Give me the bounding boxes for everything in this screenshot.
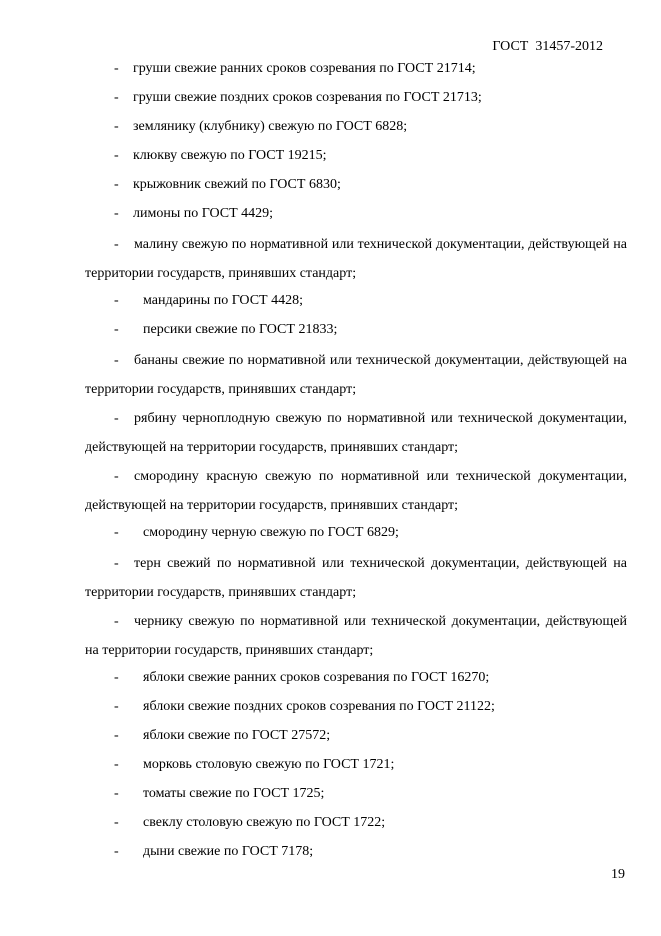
- list-item: [85, 607, 627, 665]
- list-item-text: терн свежий по нормативной или технической документации, действующей на территории государств, принявших стандарт;: [85, 556, 627, 600]
- list-item-text: рябину черноплодную свежую по нормативной или технической документации, действующей на территории государств, принявших стандарт;: [85, 411, 627, 455]
- list-dash: -: [114, 322, 119, 337]
- list-item: [85, 781, 627, 810]
- list-item: [85, 723, 627, 752]
- list-item-text: землянику (клубнику) свежую по ГОСТ 6828;: [133, 119, 408, 134]
- list-dash: -: [114, 556, 119, 571]
- list-item-text: груши свежие поздних сроков созревания по ГОСТ 21713;: [133, 90, 482, 105]
- list-dash: -: [114, 525, 119, 540]
- list-item: [85, 56, 627, 85]
- list-item: [85, 114, 627, 143]
- list-item-text: дыни свежие по ГОСТ 7178;: [143, 844, 314, 859]
- list-item: [85, 201, 627, 230]
- list-item-text: морковь столовую свежую по ГОСТ 1721;: [143, 757, 395, 772]
- list-dash: -: [114, 353, 119, 368]
- list-dash: -: [114, 293, 119, 308]
- list-item-text: свеклу столовую свежую по ГОСТ 1722;: [143, 815, 386, 830]
- list-item-text: мандарины по ГОСТ 4428;: [143, 293, 303, 308]
- list-item: [85, 752, 627, 781]
- list-dash: -: [114, 177, 119, 192]
- list-item: [85, 810, 627, 839]
- list-dash: -: [114, 786, 119, 801]
- list-item: [85, 520, 627, 549]
- list-item: [85, 288, 627, 317]
- list-item-text: яблоки свежие поздних сроков созревания по ГОСТ 21122;: [143, 699, 495, 714]
- list-item: [85, 143, 627, 172]
- list-item-text: крыжовник свежий по ГОСТ 6830;: [133, 177, 341, 192]
- list-item-text: чернику свежую по нормативной или технической документации, действующей на территории государств, принявших стандарт;: [85, 614, 627, 658]
- list-item: [85, 317, 627, 346]
- list-dash: -: [114, 614, 119, 629]
- list-item: [85, 85, 627, 114]
- list-item: [85, 404, 627, 462]
- list-item: [85, 172, 627, 201]
- list-dash: -: [114, 844, 119, 859]
- list-item-text: клюкву свежую по ГОСТ 19215;: [133, 148, 327, 163]
- list-dash: -: [114, 469, 119, 484]
- list-item-text: смородину черную свежую по ГОСТ 6829;: [143, 525, 399, 540]
- list-dash: -: [114, 148, 119, 163]
- list-dash: -: [114, 237, 119, 252]
- list-dash: -: [114, 699, 119, 714]
- list-item: [85, 839, 627, 868]
- list-dash: -: [114, 728, 119, 743]
- list-item-text: бананы свежие по нормативной или технической документации, действующей на территории государств, принявших стандарт;: [85, 353, 627, 397]
- list-dash: -: [114, 119, 119, 134]
- list-item-text: груши свежие ранних сроков созревания по ГОСТ 21714;: [133, 61, 476, 76]
- list-item: [85, 346, 627, 404]
- list-item-text: малину свежую по нормативной или технической документации, действующей на территории государств, принявших стандарт;: [85, 237, 627, 281]
- list-item: [85, 230, 627, 288]
- list-item-text: смородину красную свежую по нормативной или технической документации, действующей на территории государств, принявших стандарт;: [85, 469, 627, 513]
- list-item-text: лимоны по ГОСТ 4429;: [133, 206, 274, 221]
- list-dash: -: [114, 815, 119, 830]
- list-dash: -: [114, 90, 119, 105]
- list-item: [85, 694, 627, 723]
- list-item-text: яблоки свежие по ГОСТ 27572;: [143, 728, 331, 743]
- list-item: [85, 462, 627, 520]
- list-item: [85, 665, 627, 694]
- list-item: [85, 549, 627, 607]
- list-dash: -: [114, 61, 119, 76]
- list-item-text: персики свежие по ГОСТ 21833;: [143, 322, 338, 337]
- product-list: [85, 56, 627, 868]
- list-dash: -: [114, 670, 119, 685]
- list-dash: -: [114, 757, 119, 772]
- list-dash: -: [114, 411, 119, 426]
- list-item-text: яблоки свежие ранних сроков созревания по ГОСТ 16270;: [143, 670, 490, 685]
- list-dash: -: [114, 206, 119, 221]
- document-header-code: ГОСТ 31457-2012: [492, 39, 603, 54]
- page-number: 19: [611, 867, 625, 882]
- list-item-text: томаты свежие по ГОСТ 1725;: [143, 786, 325, 801]
